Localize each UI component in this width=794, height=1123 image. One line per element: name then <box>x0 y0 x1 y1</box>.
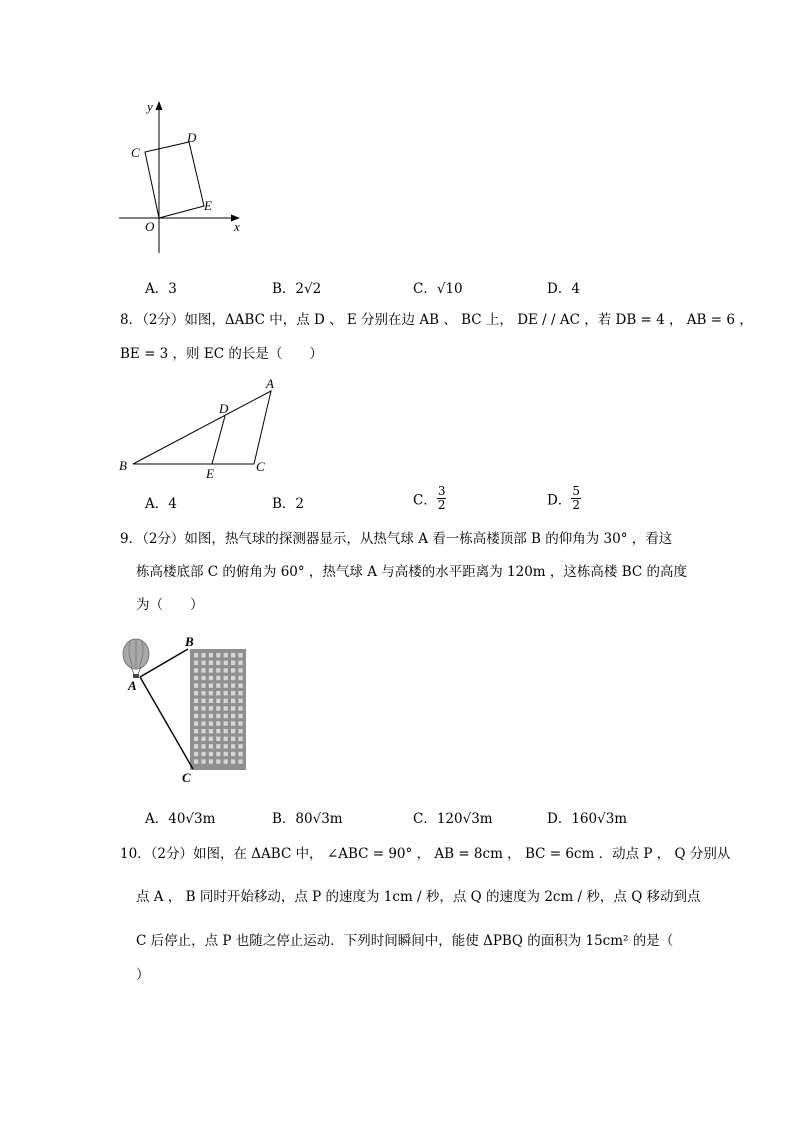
window <box>209 661 213 665</box>
window <box>231 668 235 672</box>
window <box>216 661 220 665</box>
q9-option-b-value: 80√3m <box>295 811 343 827</box>
label-b: B <box>185 634 194 649</box>
window <box>238 714 242 718</box>
window <box>224 676 228 680</box>
q8-figure <box>115 374 285 484</box>
label-c: C <box>131 145 140 160</box>
window <box>231 759 235 763</box>
window <box>194 759 198 763</box>
window <box>194 661 198 665</box>
q7-option-c-value: √10 <box>436 281 463 297</box>
window <box>238 721 242 725</box>
q8-option-d-fraction: $\frac{5}{2}$ <box>572 484 580 512</box>
q7-figure <box>115 98 250 258</box>
label-d: D <box>219 401 229 416</box>
q8-option-c-fraction: $\frac{3}{2}$ <box>437 484 446 512</box>
window <box>231 683 235 687</box>
q10-stem-line3: C 后停止，点 P 也随之停止运动．下列时间瞬间中，能使 ΔPBQ 的面积为 15cm² 的是（ <box>136 933 674 949</box>
window <box>194 714 198 718</box>
window <box>209 752 213 756</box>
window <box>201 676 205 680</box>
q7-option-b-value: 2√2 <box>295 281 322 297</box>
label-a: A <box>128 678 137 693</box>
window <box>238 752 242 756</box>
window <box>231 737 235 741</box>
window <box>194 676 198 680</box>
window <box>216 653 220 657</box>
label-x: x <box>234 219 240 234</box>
window <box>194 729 198 733</box>
window <box>224 714 228 718</box>
window <box>238 706 242 710</box>
balloon-icon <box>123 639 149 678</box>
window <box>209 699 213 703</box>
window <box>231 752 235 756</box>
label-c: C <box>256 459 265 474</box>
window <box>224 699 228 703</box>
window <box>238 661 242 665</box>
window <box>209 691 213 695</box>
window <box>231 714 235 718</box>
window <box>194 752 198 756</box>
window <box>238 737 242 741</box>
window <box>216 729 220 733</box>
window <box>201 706 205 710</box>
window <box>194 744 198 748</box>
window <box>216 714 220 718</box>
window <box>201 729 205 733</box>
window <box>224 706 228 710</box>
window <box>194 668 198 672</box>
window <box>201 668 205 672</box>
window <box>231 706 235 710</box>
label-b: B <box>119 458 127 473</box>
window <box>238 699 242 703</box>
q8-option-c[interactable]: C． $\frac{3}{2}$ <box>413 484 446 512</box>
window <box>238 744 242 748</box>
window <box>201 759 205 763</box>
window <box>209 653 213 657</box>
window <box>209 676 213 680</box>
q10-stem-line1: 10．（2分）如图，在 ΔABC 中， ∠ABC = 90° ， AB = 8cm ， BC = 6cm ．动点 P ， Q 分别从 <box>120 846 731 862</box>
window <box>194 683 198 687</box>
window <box>194 653 198 657</box>
window <box>238 759 242 763</box>
window <box>216 752 220 756</box>
q7-option-a-value: 3 <box>168 281 177 297</box>
q9-option-a-value: 40√3m <box>168 811 216 827</box>
window <box>201 714 205 718</box>
q10-stem-line2: 点 A ， B 同时开始移动，点 P 的速度为 1cm / 秒，点 Q 的速度为 2cm / 秒，点 Q 移动到点 <box>136 889 701 905</box>
q8-stem-line2: BE = 3 ，则 EC 的长是（ ） <box>120 346 323 362</box>
label-a: A <box>266 376 274 391</box>
window <box>224 729 228 733</box>
window <box>209 683 213 687</box>
window <box>194 699 198 703</box>
label-y: y <box>147 99 153 114</box>
window <box>216 668 220 672</box>
window <box>231 699 235 703</box>
q9-option-b[interactable]: B．80√3m <box>272 811 343 827</box>
window <box>216 683 220 687</box>
window <box>231 729 235 733</box>
q8-option-a-value: 4 <box>168 496 177 512</box>
segment-de <box>212 416 225 464</box>
q7-option-d[interactable]: D．4 <box>547 281 580 297</box>
window <box>194 737 198 741</box>
window <box>209 668 213 672</box>
window <box>238 653 242 657</box>
window <box>238 691 242 695</box>
window <box>224 737 228 741</box>
window <box>238 683 242 687</box>
q7-option-d-value: 4 <box>571 281 580 297</box>
q9-figure <box>118 632 253 787</box>
y-axis-arrow <box>156 101 163 110</box>
window <box>224 752 228 756</box>
window <box>224 653 228 657</box>
window <box>224 744 228 748</box>
window <box>201 752 205 756</box>
q7-option-a[interactable]: A．3 <box>145 281 177 297</box>
label-c: C <box>182 770 191 785</box>
window <box>209 714 213 718</box>
window <box>231 661 235 665</box>
q8-option-d[interactable]: D． $\frac{5}{2}$ <box>547 484 580 512</box>
q9-stem-line2: 栋高楼底部 C 的俯角为 60° ，热气球 A 与高楼的水平距离为 120m ，这栋高楼 BC 的高度 <box>136 564 687 580</box>
window <box>224 759 228 763</box>
q8-stem-line1: 8．（2分）如图，ΔABC 中，点 D 、 E 分别在边 AB 、 BC 上， DE / / AC ，若 DB = 4 ， AB = 6 ， <box>120 312 753 328</box>
window <box>194 721 198 725</box>
window <box>216 699 220 703</box>
window <box>231 744 235 748</box>
window <box>216 691 220 695</box>
window <box>209 721 213 725</box>
window <box>224 721 228 725</box>
window <box>238 668 242 672</box>
q9-stem-line3: 为（ ） <box>136 597 204 613</box>
window <box>194 691 198 695</box>
window <box>216 676 220 680</box>
q9-option-c-value: 120√3m <box>436 811 493 827</box>
square-oedc <box>145 142 204 218</box>
window <box>209 744 213 748</box>
q9-stem-line1: 9．（2分）如图，热气球的探测器显示，从热气球 A 看一栋高楼顶部 B 的仰角为 30° ，看这 <box>120 531 673 547</box>
window <box>224 661 228 665</box>
window <box>209 737 213 741</box>
window <box>201 691 205 695</box>
window <box>231 691 235 695</box>
window <box>201 721 205 725</box>
window <box>216 759 220 763</box>
q9-option-a[interactable]: A．40√3m <box>145 811 216 827</box>
window <box>238 676 242 680</box>
q7-option-b[interactable]: B．2√2 <box>272 281 322 297</box>
q8-option-a[interactable]: A．4 <box>145 496 177 512</box>
window <box>201 737 205 741</box>
window <box>216 737 220 741</box>
window <box>224 683 228 687</box>
window <box>201 744 205 748</box>
q7-option-c[interactable]: C．√10 <box>413 281 463 297</box>
window <box>194 706 198 710</box>
window <box>231 676 235 680</box>
window <box>201 653 205 657</box>
window <box>216 706 220 710</box>
q8-option-b[interactable]: B．2 <box>272 496 305 512</box>
window <box>216 721 220 725</box>
window <box>231 653 235 657</box>
window <box>231 721 235 725</box>
window <box>209 729 213 733</box>
q9-option-d[interactable]: D．160√3m <box>547 811 628 827</box>
label-o: O <box>145 219 155 234</box>
window <box>201 683 205 687</box>
label-e: E <box>206 466 214 481</box>
q9-option-d-value: 160√3m <box>571 811 628 827</box>
window <box>216 744 220 748</box>
label-d: D <box>187 130 197 145</box>
window <box>201 661 205 665</box>
label-e: E <box>204 198 212 213</box>
q9-option-c[interactable]: C．120√3m <box>413 811 493 827</box>
window <box>224 668 228 672</box>
window <box>209 706 213 710</box>
q10-stem-line4: ） <box>136 967 150 983</box>
window <box>201 699 205 703</box>
triangle-abc <box>133 391 271 464</box>
q8-option-b-value: 2 <box>295 496 305 512</box>
window <box>224 691 228 695</box>
line-ac <box>140 677 193 769</box>
window <box>209 759 213 763</box>
window <box>238 729 242 733</box>
